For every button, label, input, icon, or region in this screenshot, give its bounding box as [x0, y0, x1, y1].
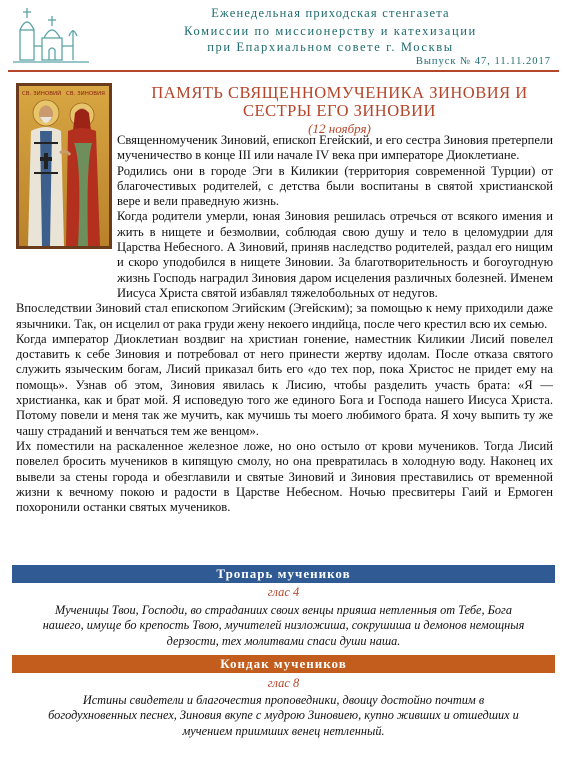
icon-float-spacer	[16, 133, 117, 299]
kontakion-tone: глас 8	[267, 676, 300, 690]
church-logo-icon	[9, 6, 95, 72]
icon-left-label: СВ. ЗИНОВИЙ	[22, 91, 62, 97]
icon-right-label: СВ. ЗИНОВИЯ	[66, 91, 105, 97]
article-date: (12 ноября)	[308, 121, 371, 136]
troparion-tone: глас 4	[267, 585, 300, 599]
troparion-text: Мученицы Твои, Господи, во страданиих своих венцы прияша нетленныя от Тебе, Бога нашего, имуще бо крепость Твою, мучителей низложиша, сокрушиша и демонов немощныя дерзости, тех молитвами спаси души наша.	[42, 603, 525, 648]
newspaper-subtitle: Еженедельная приходская стенгазета	[211, 6, 450, 20]
header-divider	[8, 70, 559, 72]
article-paragraph: Когда родители умерли, юная Зиновия решилась отречься от всякого имения и жить в нищете и безмолвии, соблюдая свою душу и тело в целомудрии для Царства Небесного. А Зиновий, приняв наследство родителей, раздал его нищим и скоро уподобился в нищете Зиновии. За благотворительность и богоугодную жизнь Господь наградил Зиновия даром исцеления различных болезней. Именем Иисуса Христа святой избавлял тяжелобольных от недугов.	[117, 209, 553, 300]
article-title: ПАМЯТЬ СВЯЩЕННОМУЧЕНИКА ЗИНОВИЯ И СЕСТРЫ ЕГО ЗИНОВИИ	[151, 83, 528, 120]
issue-number: Выпуск № 47, 11.11.2017	[415, 56, 551, 67]
article-paragraph: Когда император Диоклетиан воздвиг на христиан гонение, наместник Киликии Лисий повелел доставить к себе Зиновия и потребовал от него принести жертву идолам. После отказа святого служить языческим богам, Лисий приказал бить его «до тех пор, пока Христос не придет ему на помощь». Узнав об этом, Зиновия явилась к Лисию, чтобы разделить участь брата: «Я — христианка, как и брат мой. Я исповедую того же единого Бога и Господа нашего Иисуса Христа. Потому повели и меня так же мучить, как мучишь ты моего любимого брата. Я хочу выпить ту же чашу страданий и венчаться тем же венцом».	[16, 331, 553, 438]
kontakion-heading: Кондак мучеников	[12, 655, 555, 673]
article-paragraph: Родились они в городе Эги в Киликии (территория современной Турции) от благочестивых родителей, с детства были воспитаны в святой христианской вере и вели праведную жизнь.	[117, 163, 553, 209]
kontakion-text: Истины свидетели и благочестия проповедники, двоицу достойно почтим в богодухновенных песнех, Зиновия вкупе с мудрою Зиновиею, купно живших и отшедших и мучением приимших венец нетленный.	[48, 693, 519, 738]
article-body	[16, 133, 553, 515]
commission-name: Комиссии по миссионерству и катехизации	[184, 24, 477, 38]
council-name: при Епархиальном совете г. Москвы	[207, 40, 454, 54]
article-paragraph: Впоследствии Зиновий стал епископом Эгийским (Эгейским); за помощью к нему приходили даже язычники. Так, он исцелил от рака груди жену некоего индийца, после чего крестил всю их семью.	[16, 301, 553, 331]
article-paragraph: Священномученик Зиновий, епископ Егейский, и его сестра Зиновия претерпели мученичество в конце III или начале IV века при императоре Диоклетиане.	[117, 133, 553, 163]
article-paragraph: Их поместили на раскаленное железное ложе, но оно остыло от крови мучеников. Тогда Лисий повелел бросить мучеников в кипящую смолу, но она превратилась в холодную воду. Наконец их вывели за стены города и обезглавили и святые Зиновий и Зиновия преставились от временной жизни к вечному покою и радости в Царстве Небесном. Ночью пресвитеры Гаий и Ермоген похоронили останки святых мучеников.	[16, 438, 553, 515]
troparion-heading: Тропарь мучеников	[12, 565, 555, 583]
